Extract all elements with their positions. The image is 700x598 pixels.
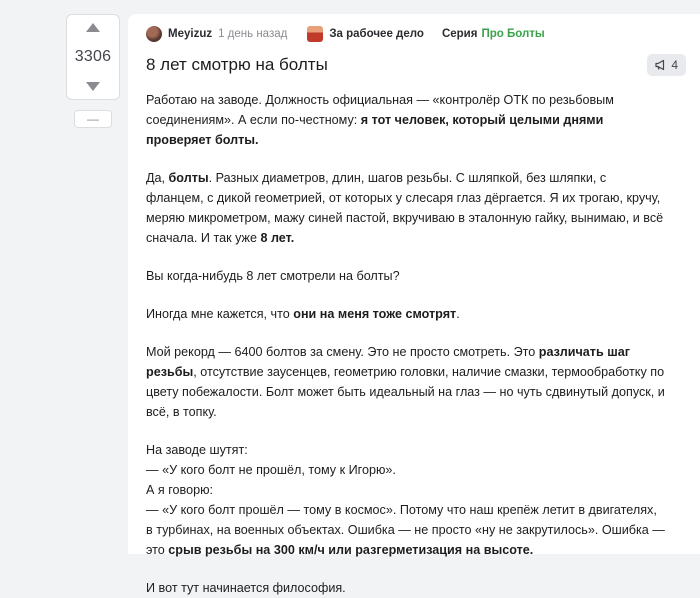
bold-text: 8 лет.	[260, 231, 295, 245]
post-time: 1 день назад	[218, 28, 288, 40]
upvote-arrow-icon[interactable]	[86, 23, 100, 32]
vote-widget	[66, 14, 120, 100]
text: На заводе шутят:	[146, 443, 248, 457]
text: А я говорю:	[146, 483, 214, 497]
title-row	[146, 53, 684, 77]
community-name[interactable]: За рабочее дело	[329, 28, 424, 40]
paragraph: И вот тут начинается философия.	[146, 581, 346, 595]
megaphone-icon	[655, 59, 667, 71]
comments-button[interactable]	[647, 54, 686, 76]
text: Да,	[146, 171, 169, 185]
paragraph	[146, 90, 666, 150]
downvote-arrow-icon[interactable]	[86, 82, 100, 91]
text: , отсутствие заусенцев, геометрию головки, наличие смазки, термообработку по цвету побежалости. Болт может быть идеальный на глаз — но чуть сдвинутый допуск, и всё, в топку.	[146, 365, 665, 419]
comments-count: 4	[671, 58, 678, 72]
community-icon[interactable]	[307, 26, 323, 42]
bold-text: они на меня тоже смотрят	[293, 307, 457, 321]
text: Работаю на заводе. Должность официальная — «контролёр ОТК по резьбовым соединениям». А если по-честному:	[146, 93, 614, 127]
author-name[interactable]: Meyizuz	[168, 28, 213, 40]
text: — «У кого болт прошёл — тому в космос». Потому что наш крепёж летит в двигателях, в турбинах, на военных объектах. Ошибка — не просто «ну не закрутилось». Ошибка — это	[146, 503, 665, 557]
text: Иногда мне кажется, что	[146, 307, 294, 321]
paragraph	[146, 440, 666, 560]
bold-text: различать шаг резьбы	[146, 345, 630, 379]
text: Мой рекорд — 6400 болтов за смену. Это не просто смотреть. Это	[146, 345, 539, 359]
text: — «У кого болт не прошёл, тому к Игорю».	[146, 463, 396, 477]
text: .	[456, 307, 460, 321]
post-body	[146, 90, 666, 598]
text: . Разных диаметров, длин, шагов резьбы. С шляпкой, без шляпки, с фланцем, с дикой геометрией, от которых у слесаря глаз дёргается. Я их трогаю, кручу, меряю микрометром, мажу синей пастой, вкручиваю в эталонную гайку, вынимаю, и всё сначала. И так уже	[146, 171, 664, 245]
bold-text: срыв резьбы на 300 км/ч или разгерметизация на высоте.	[168, 543, 534, 557]
post-card	[128, 14, 700, 595]
paragraph	[146, 304, 666, 324]
paragraph	[146, 168, 666, 248]
post-title[interactable]: 8 лет смотрю на болты	[146, 55, 328, 74]
author-avatar[interactable]	[146, 26, 162, 42]
post-meta	[146, 24, 684, 44]
paragraph: Вы когда-нибудь 8 лет смотрели на болты?	[146, 269, 400, 283]
bold-text: я тот человек, который целыми днями проверяет болты.	[146, 113, 604, 147]
bold-text: болты	[168, 171, 209, 185]
series-link[interactable]: Про Болты	[481, 28, 545, 40]
hide-post-button[interactable]: —	[74, 110, 112, 128]
paragraph	[146, 342, 666, 422]
series-label: Серия	[441, 28, 478, 40]
rating-score: 3306	[74, 48, 112, 65]
